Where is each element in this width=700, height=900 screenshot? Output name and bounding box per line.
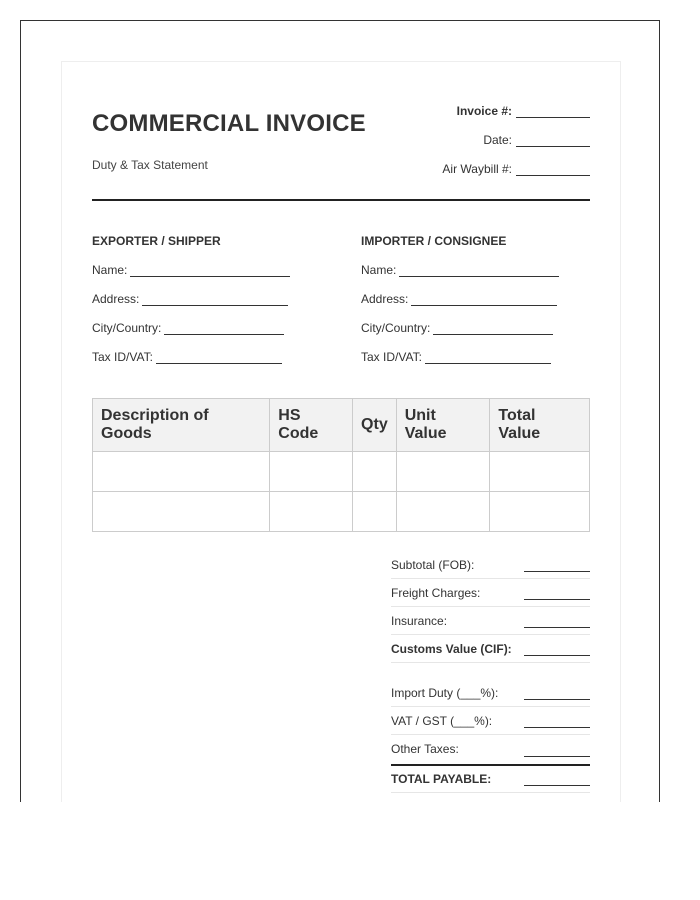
table-cell[interactable]	[93, 452, 270, 492]
table-cell[interactable]	[353, 492, 397, 532]
exporter-name-field[interactable]	[92, 263, 290, 277]
waybill-label: Air Waybill #:	[442, 162, 512, 176]
col-hs-code: HS Code	[270, 399, 353, 452]
insurance-label: Insurance:	[391, 613, 448, 628]
vat-blank[interactable]	[524, 717, 590, 728]
total-payable-row[interactable]	[391, 765, 590, 793]
table-cell[interactable]	[490, 492, 590, 532]
table-cell[interactable]	[396, 492, 490, 532]
exporter-tax-field[interactable]	[92, 350, 282, 364]
exporter-tax-label: Tax ID/VAT:	[92, 350, 153, 364]
importer-address-field[interactable]	[361, 292, 557, 306]
insurance-row[interactable]	[391, 607, 590, 635]
import-duty-blank[interactable]	[524, 689, 590, 700]
total-payable-blank[interactable]	[524, 775, 590, 786]
table-cell[interactable]	[353, 452, 397, 492]
importer-name-field[interactable]	[361, 263, 559, 277]
exporter-tax-blank[interactable]	[156, 352, 282, 364]
freight-row[interactable]	[391, 579, 590, 607]
customs-value-row[interactable]	[391, 635, 590, 663]
table-cell[interactable]	[270, 492, 353, 532]
importer-city-blank[interactable]	[433, 323, 553, 335]
vat-row[interactable]	[391, 707, 590, 735]
exporter-address-field[interactable]	[92, 292, 288, 306]
date-blank[interactable]	[516, 134, 590, 147]
exporter-city-blank[interactable]	[164, 323, 284, 335]
total-payable-label: TOTAL PAYABLE:	[391, 771, 492, 786]
exporter-address-label: Address:	[92, 292, 140, 306]
importer-tax-blank[interactable]	[425, 352, 551, 364]
import-duty-label: Import Duty (___%):	[391, 685, 499, 700]
importer-tax-label: Tax ID/VAT:	[361, 350, 422, 364]
vat-label: VAT / GST (___%):	[391, 713, 493, 728]
importer-name-label: Name:	[361, 263, 397, 277]
exporter-city-label: City/Country:	[92, 321, 162, 335]
waybill-field[interactable]	[442, 162, 590, 176]
table-cell[interactable]	[396, 452, 490, 492]
importer-name-blank[interactable]	[399, 265, 559, 277]
col-description: Description of Goods	[93, 399, 270, 452]
subtotal-blank[interactable]	[524, 561, 590, 572]
exporter-name-blank[interactable]	[130, 265, 290, 277]
subtotal-row[interactable]	[391, 551, 590, 579]
other-taxes-blank[interactable]	[524, 746, 590, 757]
exporter-heading: EXPORTER / SHIPPER	[92, 234, 221, 248]
invoice-number-label: Invoice #:	[456, 104, 512, 118]
page-title: COMMERCIAL INVOICE	[92, 110, 366, 137]
customs-value-blank[interactable]	[524, 645, 590, 656]
importer-heading: IMPORTER / CONSIGNEE	[361, 234, 507, 248]
importer-tax-field[interactable]	[361, 350, 551, 364]
invoice-number-blank[interactable]	[516, 105, 590, 118]
table-cell[interactable]	[270, 452, 353, 492]
invoice-number-field[interactable]	[457, 104, 590, 118]
exporter-name-label: Name:	[92, 263, 128, 277]
importer-city-field[interactable]	[361, 321, 553, 335]
table-cell[interactable]	[93, 492, 270, 532]
subtotal-label: Subtotal (FOB):	[391, 557, 475, 572]
col-qty: Qty	[353, 399, 397, 452]
col-total-value: Total Value	[490, 399, 590, 452]
col-unit-value: Unit Value	[396, 399, 490, 452]
table-row	[93, 492, 590, 532]
table-cell[interactable]	[490, 452, 590, 492]
date-field[interactable]	[483, 133, 590, 147]
customs-value-label: Customs Value (CIF):	[391, 641, 512, 656]
other-taxes-row[interactable]	[391, 735, 590, 763]
exporter-address-blank[interactable]	[142, 294, 288, 306]
page-subtitle: Duty & Tax Statement	[92, 158, 208, 172]
goods-table	[92, 398, 590, 532]
waybill-blank[interactable]	[516, 163, 590, 176]
import-duty-row[interactable]	[391, 679, 590, 707]
insurance-blank[interactable]	[524, 617, 590, 628]
freight-blank[interactable]	[524, 589, 590, 600]
goods-table-header	[93, 399, 590, 452]
importer-city-label: City/Country:	[361, 321, 431, 335]
date-label: Date:	[483, 133, 512, 147]
exporter-city-field[interactable]	[92, 321, 284, 335]
freight-label: Freight Charges:	[391, 585, 481, 600]
importer-address-blank[interactable]	[411, 294, 557, 306]
importer-address-label: Address:	[361, 292, 409, 306]
other-taxes-label: Other Taxes:	[391, 742, 459, 756]
header-divider	[92, 199, 590, 201]
table-row	[93, 452, 590, 492]
